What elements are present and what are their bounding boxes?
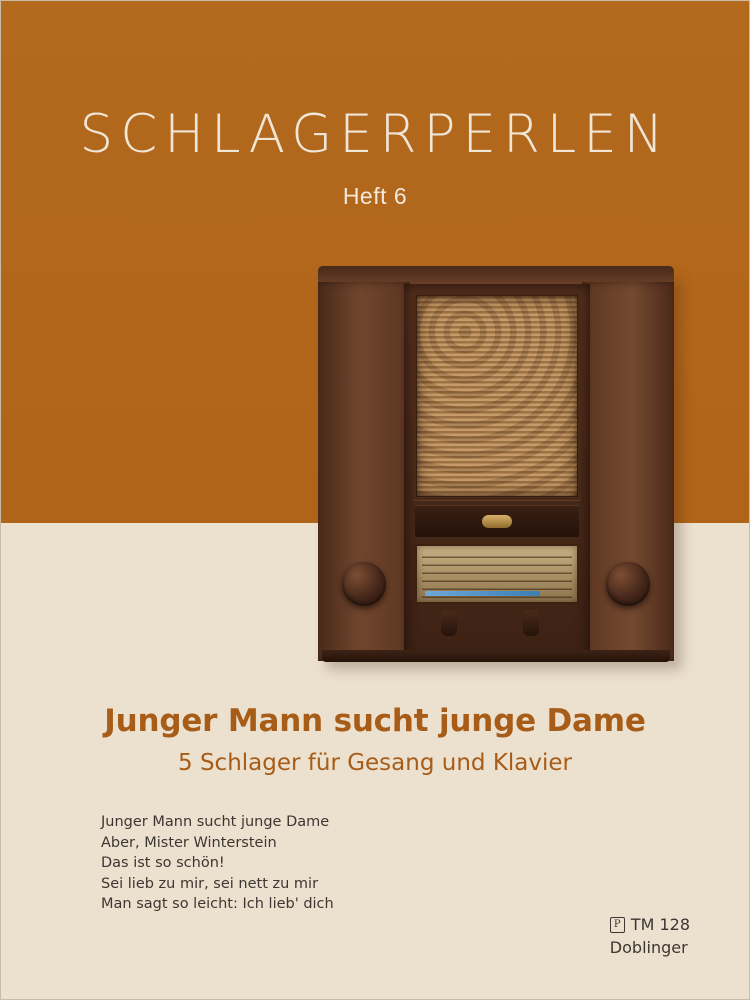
radio-front-knob-1 [441,610,457,636]
radio-drawer [415,505,579,537]
tuning-dial [415,544,579,604]
page-title: Junger Mann sucht junge Dame [104,703,646,739]
grille-frame [413,292,581,500]
publisher-block [610,913,690,959]
radio-knob-left [342,562,386,606]
list-item: Junger Mann sucht junge Dame [101,814,330,830]
radio-cabinet [318,266,674,661]
radio-badge [482,515,512,528]
page-subtitle: 5 Schlager für Gesang und Klavier [178,750,572,776]
list-item: Das ist so schön! [101,855,225,871]
plate-number-row [610,913,690,936]
contents-list [101,812,334,915]
publisher-name: Doblinger [609,938,688,957]
issue-number: Heft 6 [342,183,408,209]
list-item: Sei lieb zu mir, sei nett zu mir [101,875,319,892]
radio-base [322,650,670,662]
plate-number: TM 128 [630,915,690,934]
radio-front-knob-2 [523,610,539,636]
vintage-radio-illustration [318,266,688,668]
list-item: Man sagt so leicht: Ich lieb' dich [101,896,334,912]
radio-knob-right [606,562,650,606]
plate-mark-icon: P [610,917,625,933]
dial-pointer [425,591,540,596]
list-item: Aber, Mister Winterstein [101,834,277,851]
series-title: SCHLAGERPERLEN [79,104,671,165]
